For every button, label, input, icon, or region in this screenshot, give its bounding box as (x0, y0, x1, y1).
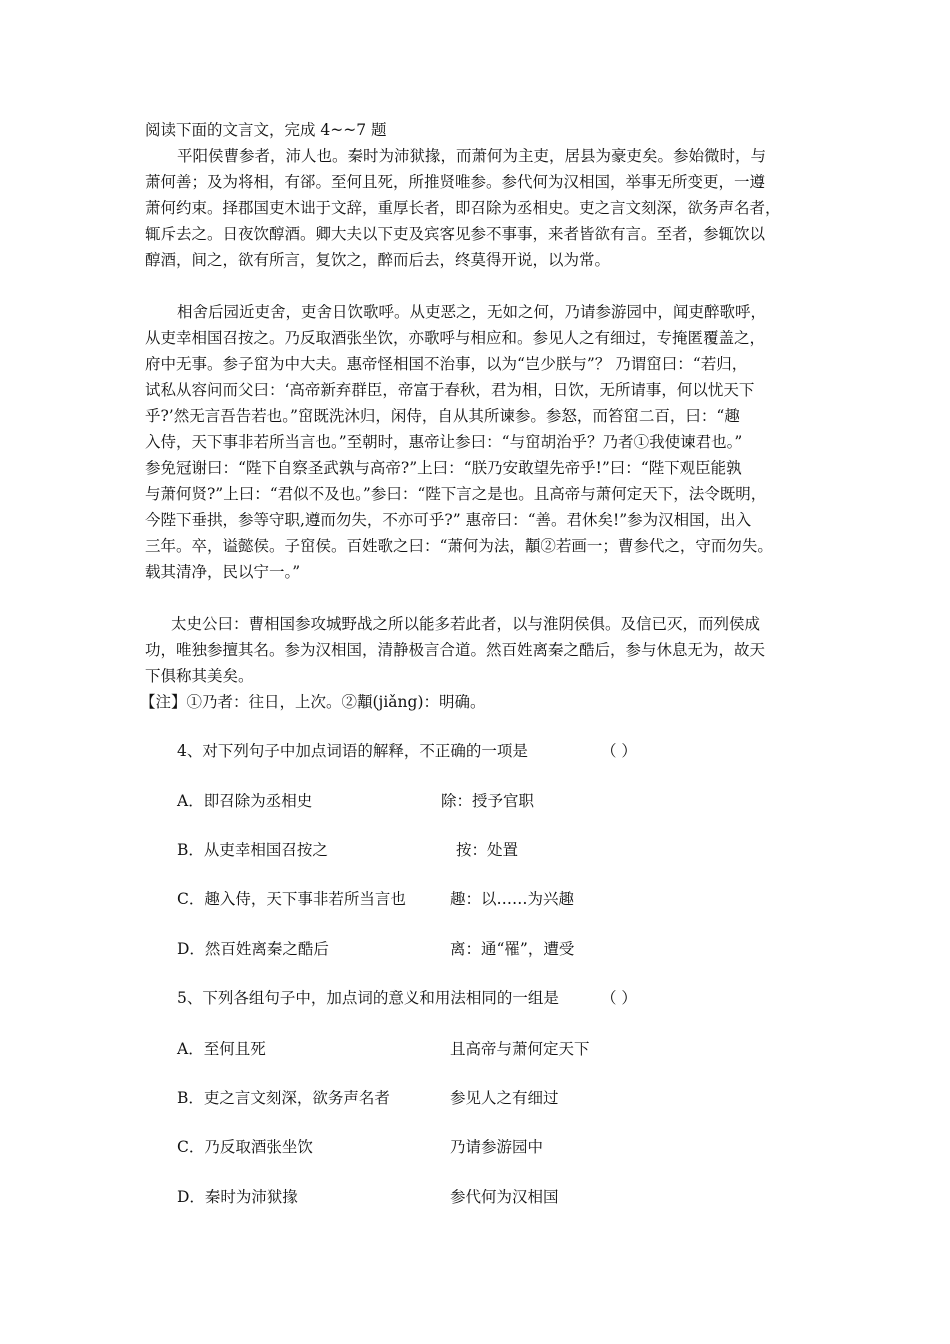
para2-line: 入侍，天下事非若所当言也。”至朝时，惠帝让参曰：“与窋胡治乎？乃者①我使谏君也。” (145, 433, 743, 451)
q5-option-b-pair: 参见人之有细过 (450, 1089, 559, 1107)
question-4-stem: 4、对下列句子中加点词语的解释，不正确的一项是 (177, 742, 528, 760)
q4-option-c-explanation: 趣：以……为兴趣 (450, 890, 575, 908)
para1-line: 醇酒，间之，欲有所言，复饮之，醉而后去，终莫得开说，以为常。 (145, 251, 611, 269)
para3-line: 下俱称其美矣。 (145, 667, 254, 685)
q4-option-d: D．然百姓离秦之酷后 (177, 940, 329, 958)
intro-line: 阅读下面的文言文，完成 4~~7 题 (145, 121, 387, 139)
para3-line: 功，唯独参擅其名。参为汉相国，清静极言合道。然百姓离秦之酷后，参与休息无为，故天 (145, 641, 766, 659)
para2-line: 今陛下垂拱，参等守职,遵而勿失，不亦可乎?” 惠帝曰：“善。君休矣!”参为汉相国，出入 (145, 511, 752, 529)
q4-option-a-explanation: 除：授予官职 (441, 792, 535, 810)
q4-option-a: A．即召除为丞相史 (177, 792, 313, 810)
q5-option-d-pair: 参代何为汉相国 (450, 1188, 559, 1206)
q4-option-d-explanation: 离：通“罹”，遭受 (450, 940, 575, 958)
q5-option-c-pair: 乃请参游园中 (450, 1138, 544, 1156)
para2-line: 三年。卒，谥懿侯。子窋侯。百姓歌之曰：“萧何为法，顜②若画一；曹参代之，守而勿失。 (145, 537, 773, 555)
q5-option-d: D．秦时为沛狱掾 (177, 1188, 298, 1206)
q5-option-c: C．乃反取酒张坐饮 (177, 1138, 313, 1156)
para2-line: 府中无事。参子窋为中大夫。惠帝怪相国不治事，以为“岂少朕与”？ 乃谓窋曰：“若归， (145, 355, 748, 373)
answer-paren: （ ） (601, 742, 637, 760)
para1-line: 萧何善；及为将相，有郤。至何且死，所推贤唯参。参代何为汉相国，举事无所变更，一遵 (145, 173, 766, 191)
para2-line: 相舍后园近吏舍，吏舍日饮歌呼。从吏恶之，无如之何，乃请参游园中，闻吏醉歌呼， (177, 303, 767, 321)
para2-line: 乎?’然无言吾告若也。”窋既洗沐归，闲侍，自从其所谏参。参怒，而笞窋二百，曰：“趣 (145, 407, 740, 425)
q4-option-c: C．趣入侍，天下事非若所当言也 (177, 890, 406, 908)
q4-option-b: B．从吏幸相国召按之 (177, 841, 328, 859)
para2-line: 与萧何贤?”上曰：“君似不及也。”参曰：“陛下言之是也。且高帝与萧何定天下，法令既明， (145, 485, 767, 503)
q4-option-b-explanation: 按：处置 (456, 841, 519, 859)
para2-line: 载其清净，民以宁一。” (145, 563, 301, 581)
footnote: 【注】①乃者：往日，上次。②顜(jiǎng)：明确。 (140, 693, 486, 711)
q5-option-b: B．吏之言文刻深，欲务声名者 (177, 1089, 390, 1107)
para1-line: 辄斥去之。日夜饮醇酒。卿大夫以下吏及宾客见参不事事，来者皆欲有言。至者，参辄饮以 (145, 225, 766, 243)
para1-line: 平阳侯曹参者，沛人也。秦时为沛狱掾，而萧何为主吏，居县为豪吏矣。参始微时，与 (177, 147, 767, 165)
q5-option-a: A．至何且死 (177, 1040, 266, 1058)
para2-line: 从吏幸相国召按之。乃反取酒张坐饮，亦歌呼与相应和。参见人之有细过，专掩匿覆盖之， (145, 329, 766, 347)
para3-line: 太史公曰：曹相国参攻城野战之所以能多若此者，以与淮阴侯俱。及信已灭，而列侯成 (171, 615, 761, 633)
answer-paren: （ ） (601, 989, 637, 1007)
question-5-stem: 5、下列各组句子中，加点词的意义和用法相同的一组是 (177, 989, 559, 1007)
para2-line: 试私从容问而父曰：‘高帝新弃群臣，帝富于春秋，君为相，日饮，无所请事，何以忧天下 (145, 381, 755, 399)
para1-line: 萧何约束。择郡国吏木诎于文辞，重厚长者，即召除为丞相史。吏之言文刻深，欲务声名者， (145, 199, 781, 217)
para2-line: 参免冠谢曰：“陛下自察圣武孰与高帝?”上曰：“朕乃安敢望先帝乎!”曰：“陛下观臣能孰 (145, 459, 742, 477)
q5-option-a-pair: 且高帝与萧何定天下 (450, 1040, 590, 1058)
